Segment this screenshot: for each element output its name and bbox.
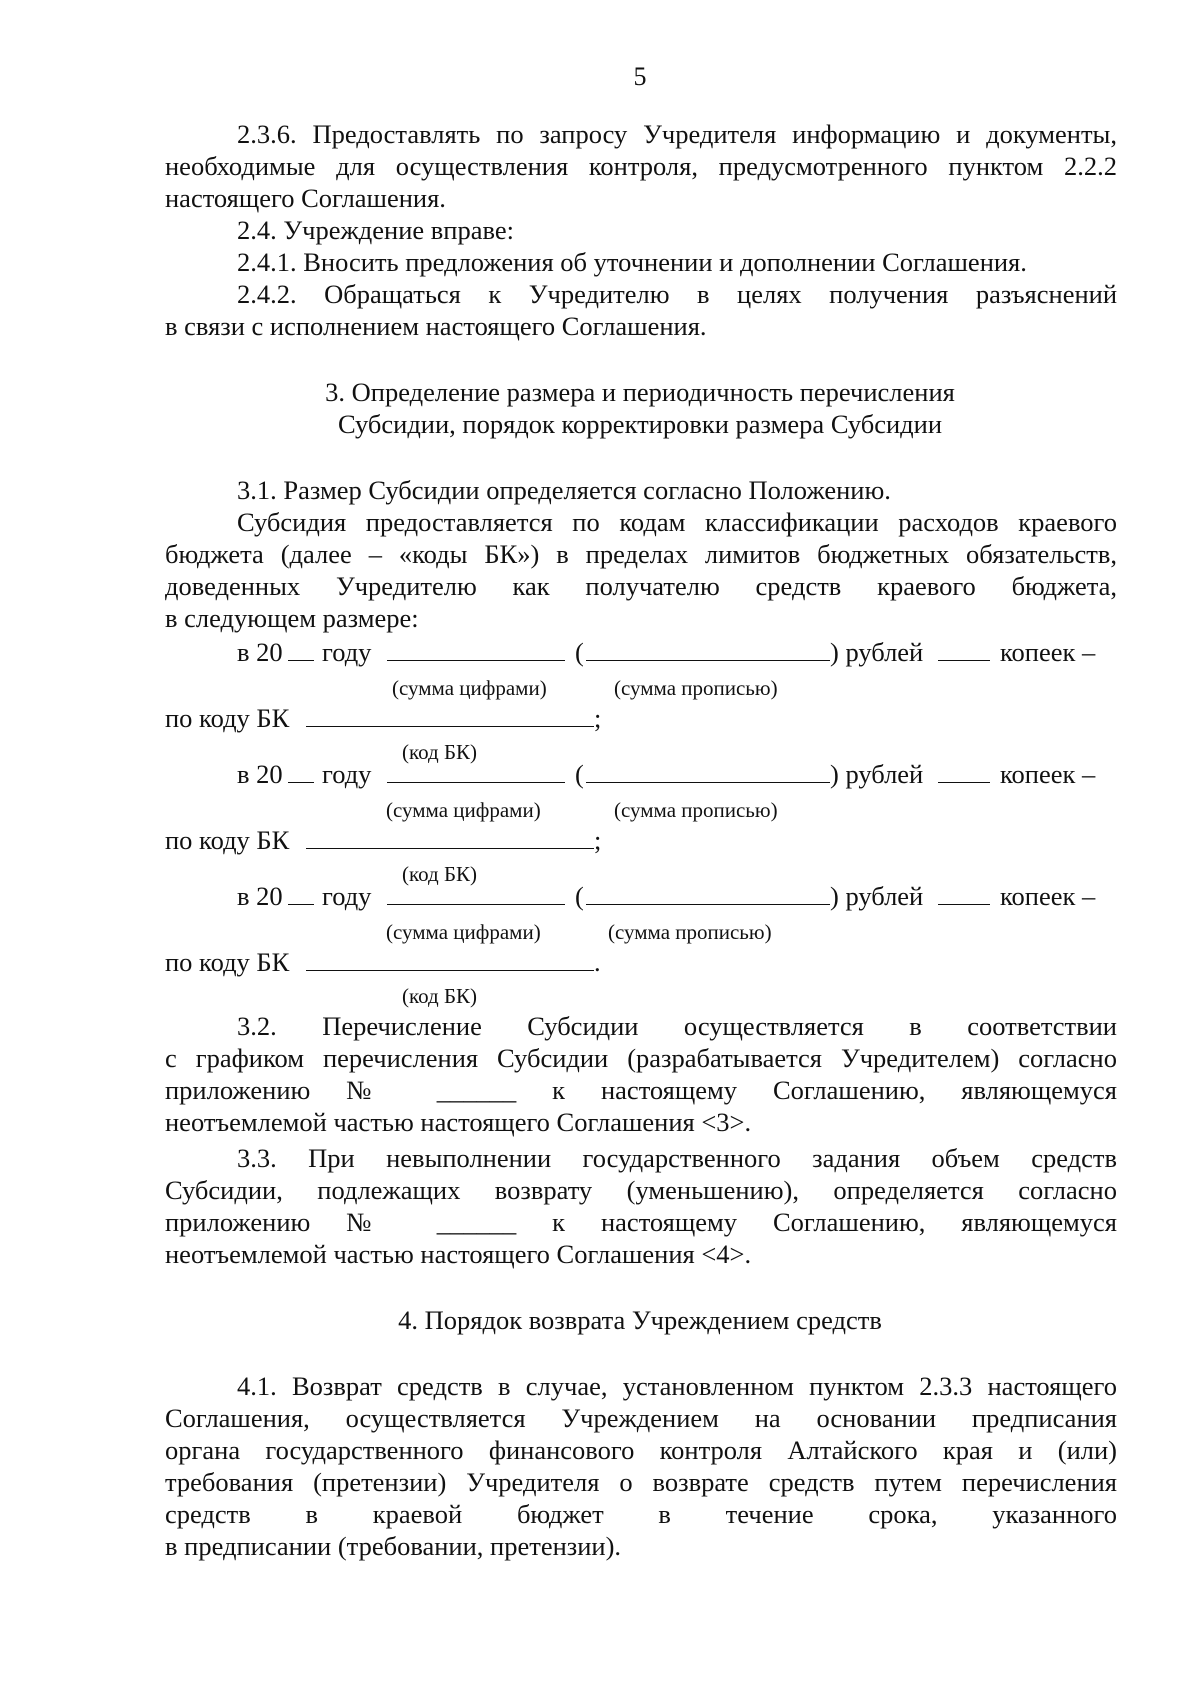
code-end: . xyxy=(594,947,601,977)
paren-open: ( xyxy=(575,759,584,789)
sum-digits-blank[interactable] xyxy=(387,636,565,661)
caption-code: (код БК) xyxy=(402,984,478,1008)
code-blank[interactable] xyxy=(306,702,594,727)
code-end: ; xyxy=(594,825,602,855)
year-word: году xyxy=(322,759,372,789)
form-row-code-3 xyxy=(0,946,1200,978)
kopecks-label: копеек – xyxy=(1000,759,1096,789)
paragraph-3-1b-line-1: Субсидия предоставляется по кодам классификации расходов краевого xyxy=(237,507,1117,537)
paragraph-3-3-line-1: 3.3. При невыполнении государственного задания объем средств xyxy=(237,1143,1117,1173)
sum-words-blank[interactable] xyxy=(586,636,830,661)
section-3-title-line-1: 3. Определение размера и периодичность перечисления xyxy=(325,377,955,407)
paragraph-2-3-6-line-3: настоящего Соглашения. xyxy=(165,183,446,213)
paragraph-4-1-line-6: в предписании (требовании, претензии). xyxy=(165,1531,622,1561)
section-3-title-line-2: Субсидии, порядок корректировки размера Субсидии xyxy=(337,409,943,439)
code-label: по коду БК xyxy=(165,703,290,733)
form-row-code-1 xyxy=(0,702,1200,734)
form-row-year-3 xyxy=(0,880,1200,912)
caption-sum-words: (сумма прописью) xyxy=(608,920,772,944)
paragraph-3-2-line-4: неотъемлемой частью настоящего Соглашения <3>. xyxy=(165,1107,752,1137)
paragraph-3-1b-line-4: в следующем размере: xyxy=(165,603,419,633)
paragraph-2-4-2-line-2: в связи с исполнением настоящего Соглашения. xyxy=(165,311,707,341)
paragraph-3-1b-line-3: доведенных Учредителю как получателю средств краевого бюджета, xyxy=(165,571,1117,601)
paragraph-3-2-line-3: приложению № ______ к настоящему Соглашению, являющемуся xyxy=(165,1075,1117,1105)
kopecks-blank[interactable] xyxy=(938,636,990,661)
kopecks-label: копеек – xyxy=(1000,881,1096,911)
caption-code: (код БК) xyxy=(402,740,478,764)
form-row-year-1 xyxy=(0,636,1200,668)
caption-code: (код БК) xyxy=(402,862,478,886)
paragraph-4-1-line-5: средств в краевой бюджет в течение срока, указанного xyxy=(165,1499,1117,1529)
paragraph-4-1-line-4: требования (претензии) Учредителя о возврате средств путем перечисления xyxy=(165,1467,1117,1497)
code-label: по коду БК xyxy=(165,825,290,855)
sum-words-blank[interactable] xyxy=(586,880,830,905)
rubles-label: ) рублей xyxy=(830,637,924,667)
caption-sum-words: (сумма прописью) xyxy=(614,798,778,822)
year-blank[interactable] xyxy=(288,758,314,783)
year-prefix: в 20 xyxy=(237,881,283,911)
sum-digits-blank[interactable] xyxy=(387,758,565,783)
paragraph-2-4-2-line-1: 2.4.2. Обращаться к Учредителю в целях получения разъяснений xyxy=(237,279,1117,309)
paragraph-2-4: 2.4. Учреждение вправе: xyxy=(237,215,514,245)
paragraph-4-1-line-3: органа государственного финансового контроля Алтайского края и (или) xyxy=(165,1435,1117,1465)
caption-sum-digits: (сумма цифрами) xyxy=(386,798,541,822)
paragraph-3-3-line-3: приложению № ______ к настоящему Соглашению, являющемуся xyxy=(165,1207,1117,1237)
paragraph-3-1b-line-2: бюджета (далее – «коды БК») в пределах лимитов бюджетных обязательств, xyxy=(165,539,1117,569)
paragraph-3-2-line-2: с графиком перечисления Субсидии (разрабатывается Учредителем) согласно xyxy=(165,1043,1117,1073)
paragraph-2-3-6-line-1: 2.3.6. Предоставлять по запросу Учредителя информацию и документы, xyxy=(237,119,1117,149)
page-number: 5 xyxy=(633,62,647,91)
caption-sum-digits: (сумма цифрами) xyxy=(386,920,541,944)
caption-sum-words: (сумма прописью) xyxy=(614,676,778,700)
code-blank[interactable] xyxy=(306,824,594,849)
paragraph-3-3-line-4: неотъемлемой частью настоящего Соглашения <4>. xyxy=(165,1239,752,1269)
paragraph-3-2-line-1: 3.2. Перечисление Субсидии осуществляется в соответствии xyxy=(237,1011,1117,1041)
paragraph-3-1: 3.1. Размер Субсидии определяется согласно Положению. xyxy=(237,475,891,505)
form-row-code-2 xyxy=(0,824,1200,856)
year-blank[interactable] xyxy=(288,880,314,905)
year-blank[interactable] xyxy=(288,636,314,661)
paragraph-2-4-1: 2.4.1. Вносить предложения об уточнении и дополнении Соглашения. xyxy=(237,247,1027,277)
sum-digits-blank[interactable] xyxy=(387,880,565,905)
code-label: по коду БК xyxy=(165,947,290,977)
form-row-year-2 xyxy=(0,758,1200,790)
code-end: ; xyxy=(594,703,602,733)
code-blank[interactable] xyxy=(306,946,594,971)
paragraph-4-1-line-1: 4.1. Возврат средств в случае, установленном пунктом 2.3.3 настоящего xyxy=(237,1371,1117,1401)
year-prefix: в 20 xyxy=(237,637,283,667)
paragraph-4-1-line-2: Соглашения, осуществляется Учреждением на основании предписания xyxy=(165,1403,1117,1433)
year-prefix: в 20 xyxy=(237,759,283,789)
paren-open: ( xyxy=(575,881,584,911)
kopecks-blank[interactable] xyxy=(938,880,990,905)
rubles-label: ) рублей xyxy=(830,759,924,789)
year-word: году xyxy=(322,881,372,911)
kopecks-label: копеек – xyxy=(1000,637,1096,667)
kopecks-blank[interactable] xyxy=(938,758,990,783)
caption-sum-digits: (сумма цифрами) xyxy=(392,676,547,700)
sum-words-blank[interactable] xyxy=(586,758,830,783)
paragraph-2-3-6-line-2: необходимые для осуществления контроля, предусмотренного пунктом 2.2.2 xyxy=(165,151,1117,181)
year-word: году xyxy=(322,637,372,667)
rubles-label: ) рублей xyxy=(830,881,924,911)
paragraph-3-3-line-2: Субсидии, подлежащих возврату (уменьшению), определяется согласно xyxy=(165,1175,1117,1205)
paren-open: ( xyxy=(575,637,584,667)
section-4-title: 4. Порядок возврата Учреждением средств xyxy=(398,1305,882,1335)
